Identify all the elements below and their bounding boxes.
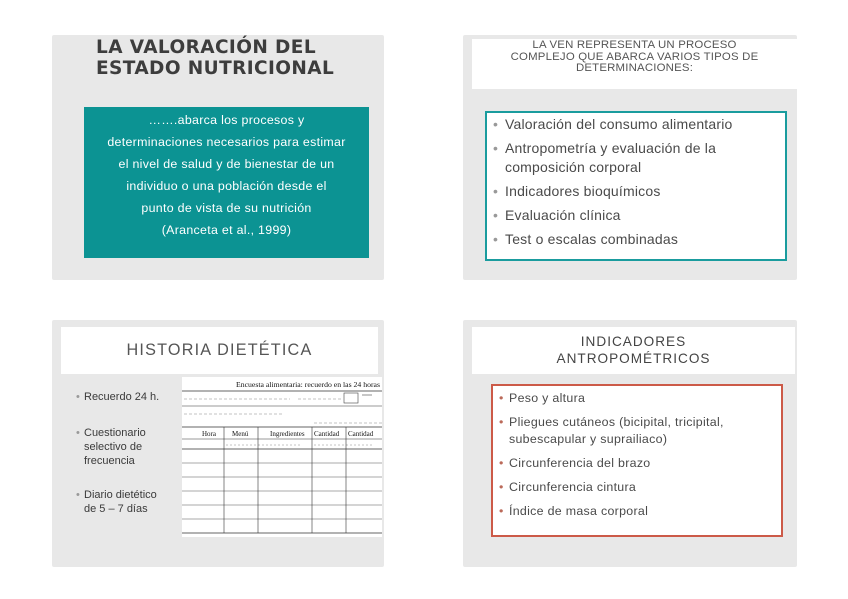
- title-line: LA VEN REPRESENTA UN PROCESO: [532, 39, 737, 51]
- title-line: ESTADO NUTRICIONAL: [96, 58, 335, 79]
- definition-box: [84, 107, 369, 258]
- definition-line: punto de vista de su nutrición: [141, 201, 312, 215]
- bullet-icon: •: [499, 456, 504, 470]
- survey-form-graphic: [182, 377, 382, 537]
- col-header: Cantidad: [348, 430, 374, 438]
- list-item: • Circunferencia del brazo: [499, 456, 651, 470]
- col-header: Cantidad: [314, 430, 340, 438]
- bullet-icon: •: [499, 415, 504, 429]
- bullet-icon: •: [499, 480, 504, 494]
- list-item: • Índice de masa corporal: [499, 504, 649, 518]
- list-item: • Valoración del consumo alimentario: [493, 116, 733, 132]
- list-item: • Test o escalas combinadas: [493, 231, 679, 247]
- col-header: Menú: [232, 430, 249, 438]
- bullet-icon: •: [493, 116, 499, 132]
- col-header: Ingredientes: [270, 430, 305, 438]
- list-item: • Cuestionario selectivo de frecuencia: [76, 427, 146, 467]
- slide-title: [96, 37, 376, 79]
- slide-ven-proceso[interactable]: [463, 35, 797, 280]
- citation: (Aranceta et al., 1999): [161, 223, 292, 237]
- bullet-icon: •: [493, 183, 499, 199]
- list-item: • Recuerdo 24 h.: [76, 391, 160, 403]
- list-item: • Antropometría y evaluación de la composición corporal: [493, 140, 717, 175]
- list-item: • Circunferencia cintura: [499, 480, 637, 494]
- bullet-icon: •: [493, 207, 499, 223]
- slide-title: [61, 327, 378, 374]
- definition-text: [84, 107, 369, 241]
- slide-title: [472, 327, 795, 374]
- bullet-icon: •: [76, 427, 80, 439]
- definition-line: determinaciones necesarios para estimar: [107, 135, 346, 149]
- bullet-icon: •: [499, 504, 504, 518]
- bullet-icon: •: [499, 391, 504, 405]
- bullet-icon: •: [76, 489, 80, 501]
- bullet-icon: •: [76, 391, 80, 403]
- title-text: HISTORIA DIETÉTICA: [126, 341, 313, 359]
- title-line: COMPLEJO QUE ABARCA VARIOS TIPOS DE: [510, 50, 759, 63]
- definition-line: …….abarca los procesos y: [148, 113, 305, 127]
- bullet-icon: •: [493, 140, 499, 156]
- col-header: Hora: [202, 430, 216, 438]
- title-line: INDICADORES: [580, 334, 687, 349]
- bullet-icon: •: [493, 231, 499, 247]
- slide-historia-dietetica[interactable]: [52, 320, 384, 567]
- title-line: ANTROPOMÉTRICOS: [556, 350, 711, 366]
- list-item: • Evaluación clínica: [493, 207, 621, 223]
- definition-line: individuo o una población desde el: [126, 179, 327, 193]
- list-item: • Peso y altura: [499, 391, 586, 405]
- slide-valoracion[interactable]: [52, 35, 384, 280]
- indicators-list: [491, 384, 783, 537]
- list-item: • Indicadores bioquímicos: [493, 183, 661, 199]
- list-item: • Diario dietético de 5 – 7 días: [76, 489, 157, 515]
- slide-title: [472, 39, 797, 89]
- survey-form-image: [182, 377, 382, 537]
- definition-line: el nivel de salud y de bienestar de un: [118, 157, 335, 171]
- title-line: DETERMINACIONES:: [575, 62, 694, 75]
- determinations-list: [485, 111, 787, 261]
- form-heading: Encuesta alimentaria: recuerdo en las 24 horas: [236, 380, 381, 389]
- list-item: • Pliegues cutáneos (bicipital, tricipital, subescapular y suprailiaco): [499, 415, 724, 446]
- title-line: LA VALORACIÓN DEL: [96, 37, 317, 58]
- slide-indicadores[interactable]: [463, 320, 797, 567]
